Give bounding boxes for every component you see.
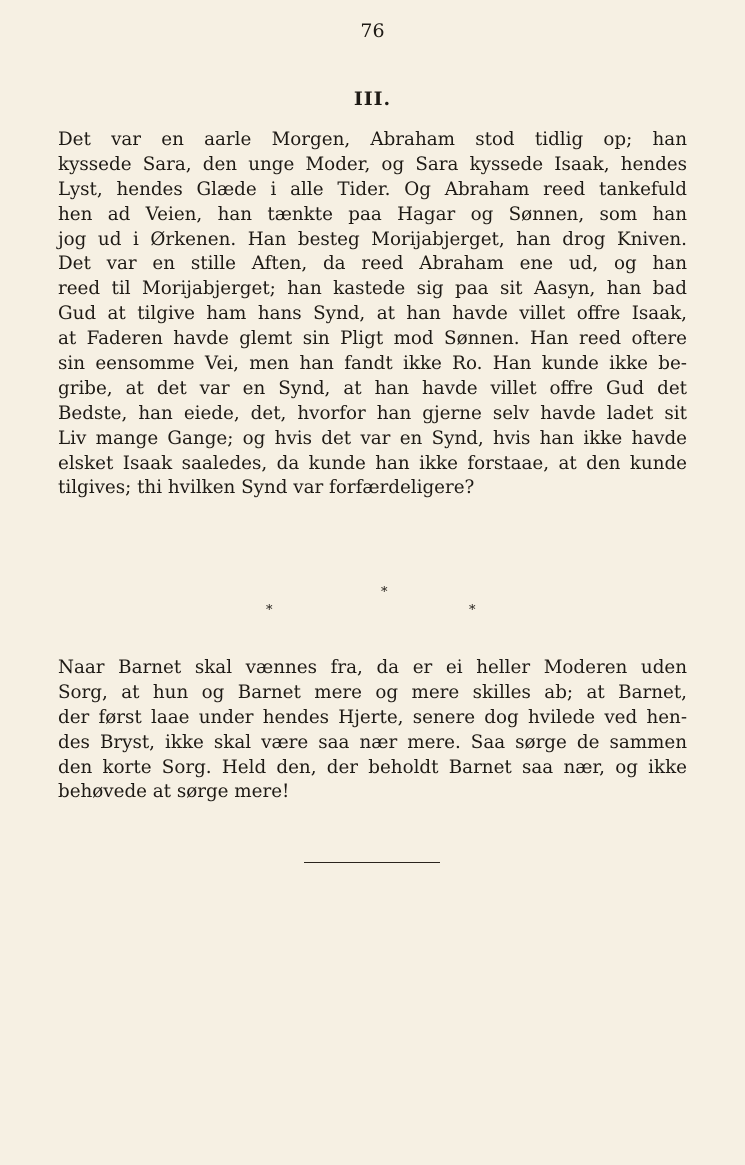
text-line: Bedste, han eiede, det, hvorfor han gjerne selv havde ladet sit [58,402,687,424]
text-line: Naar Barnet skal vænnes fra, da er ei heller Moderen uden [58,657,687,678]
dinkus-star: * [266,603,273,618]
page-number: 76 [360,20,385,42]
text-line: hen ad Veien, han tænkte paa Hagar og Sønnen, som han [58,203,687,225]
end-rule [304,862,440,863]
text-line: behøvede at sørge mere! [58,781,290,803]
text-line: den korte Sorg. Held den, der beholdt Barnet saa nær, og ikke [58,756,687,778]
text-line: gribe, at det var en Synd, at han havde villet offre Gud det [58,377,687,399]
text-line: des Bryst, ikke skal være saa nær mere. Saa sørge de sammen [58,731,687,753]
chapter-heading: III. [353,88,392,110]
dinkus-star: * [381,585,388,600]
paragraph-1 [58,128,687,501]
text-line: kyssede Sara, den unge Moder, og Sara kyssede Isaak, hendes [58,153,687,175]
text-line: der først laae under hendes Hjerte, senere dog hvilede ved hen- [58,706,687,728]
text-line: elsket Isaak saaledes, da kunde han ikke forstaae, at den kunde [58,452,687,474]
text-line: Gud at tilgive ham hans Synd, at han havde villet offre Isaak, [58,303,687,325]
text-line: at Faderen havde glemt sin Pligt mod Sønnen. Han reed oftere [58,328,687,350]
paragraph-2 [58,656,687,805]
text-line: Det var en stille Aften, da reed Abraham ene ud, og han [58,253,687,275]
text-line: sin eensomme Vei, men han fandt ikke Ro. Han kunde ikke be- [58,353,687,375]
dinkus-star: * [469,603,476,618]
text-line: reed til Morijabjerget; han kastede sig paa sit Aasyn, han bad [58,278,687,300]
text-line: Sorg, at hun og Barnet mere og mere skilles ab; at Barnet, [58,681,687,703]
text-line: Liv mange Gange; og hvis det var en Synd, hvis han ikke havde [58,427,687,449]
text-line: tilgives; thi hvilken Synd var forfærdeligere? [58,477,475,499]
text-line: Det var en aarle Morgen, Abraham stod tidlig op; han [58,129,687,150]
text-line: Lyst, hendes Glæde i alle Tider. Og Abraham reed tankefuld [58,178,687,200]
text-line: jog ud i Ørkenen. Han besteg Morijabjerget, han drog Kniven. [58,228,687,250]
